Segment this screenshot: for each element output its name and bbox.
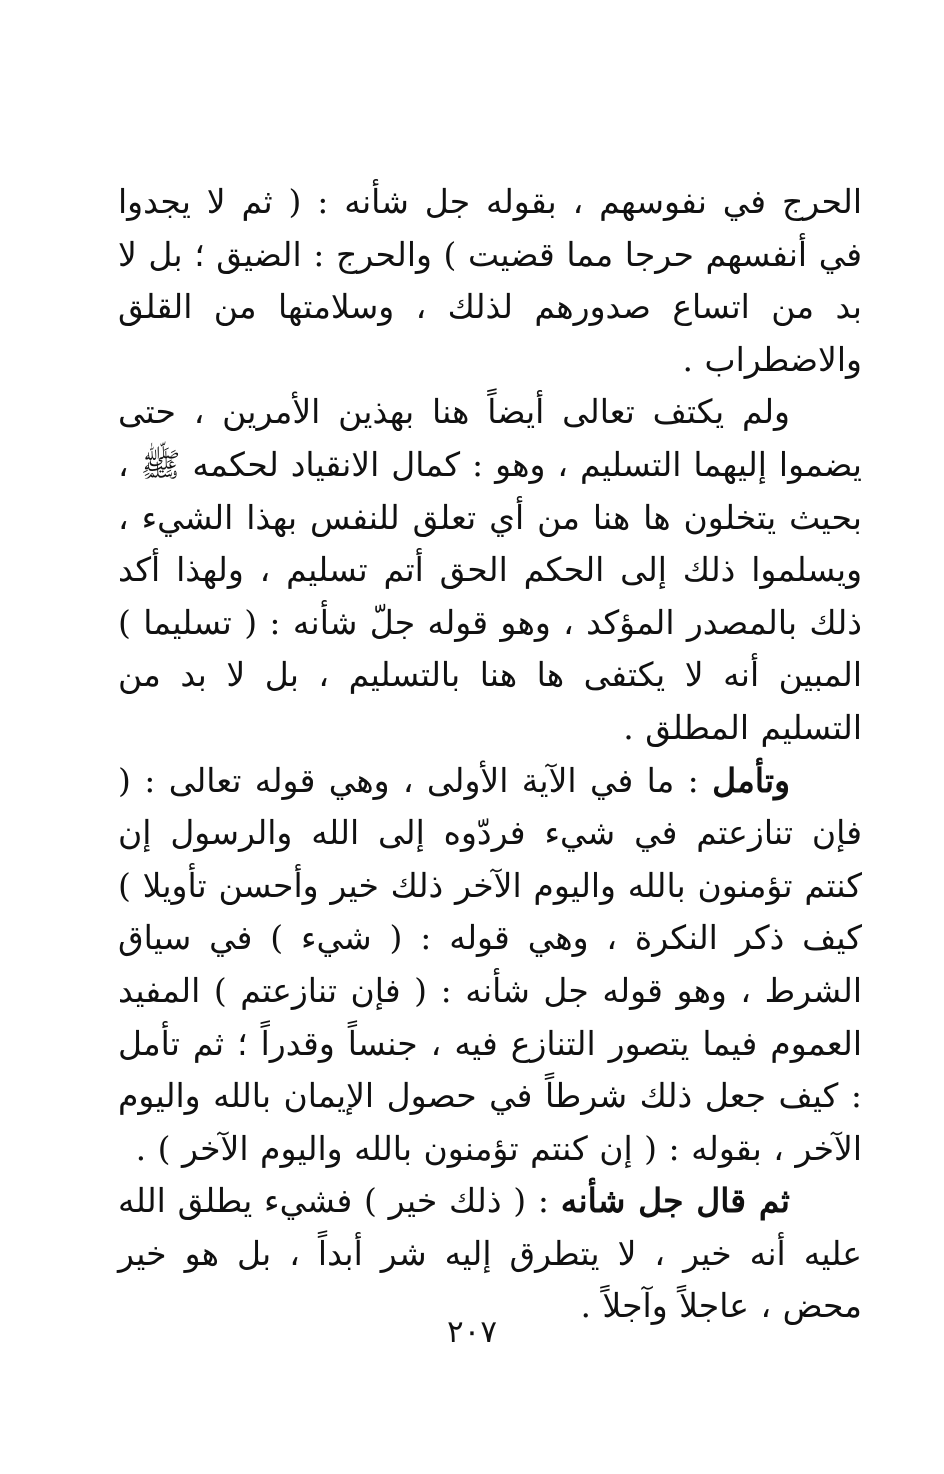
body-text [118, 176, 862, 1333]
paragraph-4-text: : ( ذلك خير ) فشيء يطلق الله عليه أنه خير ، لا يتطرق إليه شر أبداً ، بل هو خير محض ، عاجلاً وآجلاً . [118, 1181, 862, 1326]
paragraph-2 [118, 386, 862, 754]
page-number: ٢٠٧ [447, 1314, 497, 1350]
paragraph-2-text: ولم يكتف تعالى أيضاً هنا بهذين الأمرين ، حتى يضموا إليهما التسليم ، وهو : كمال الانقياد لحكمه ﷺ ، بحيث يتخلون ها هنا من أي تعلق للنفس بهذا الشيء ، ويسلموا ذلك إلى الحكم الحق أتم تسليم ، ولهذا أكد ذلك بالمصدر المؤكد ، وهو قوله جلّ شأنه : ( تسليما ) المبين أنه لا يكتفى ها هنا بالتسليم ، بل لا بد من التسليم المطلق . [118, 392, 862, 747]
paragraph-4-lead: ثم قال جل شأنه [560, 1181, 790, 1221]
paragraph-3-lead: وتأمل [712, 760, 790, 800]
paragraph-3-text: : ما في الآية الأولى ، وهي قوله تعالى : ( فإن تنازعتم في شيء فردّوه إلى الله والرسول إن كنتم تؤمنون بالله واليوم الآخر ذلك خير وأحسن تأويلا ) كيف ذكر النكرة ، وهي قوله : ( شيء ) في سياق الشرط ، وهو قوله جل شأنه : ( فإن تنازعتم ) المفيد العموم فيما يتصور التنازع فيه ، جنساً وقدراً ؛ ثم تأمل : كيف جعل ذلك شرطاً في حصول الإيمان بالله واليوم الآخر ، بقوله : ( إن كنتم تؤمنون بالله واليوم الآخر ) . [118, 760, 862, 1168]
paragraph-4 [118, 1175, 862, 1333]
paragraph-1-text: الحرج في نفوسهم ، بقوله جل شأنه : ( ثم لا يجدوا في أنفسهم حرجا مما قضيت ) والحرج : الضيق ؛ بل لا بد من اتساع صدورهم لذلك ، وسلامتها من القلق والاضطراب . [118, 182, 862, 379]
paragraph-1 [118, 176, 862, 386]
paragraph-3 [118, 755, 862, 1176]
